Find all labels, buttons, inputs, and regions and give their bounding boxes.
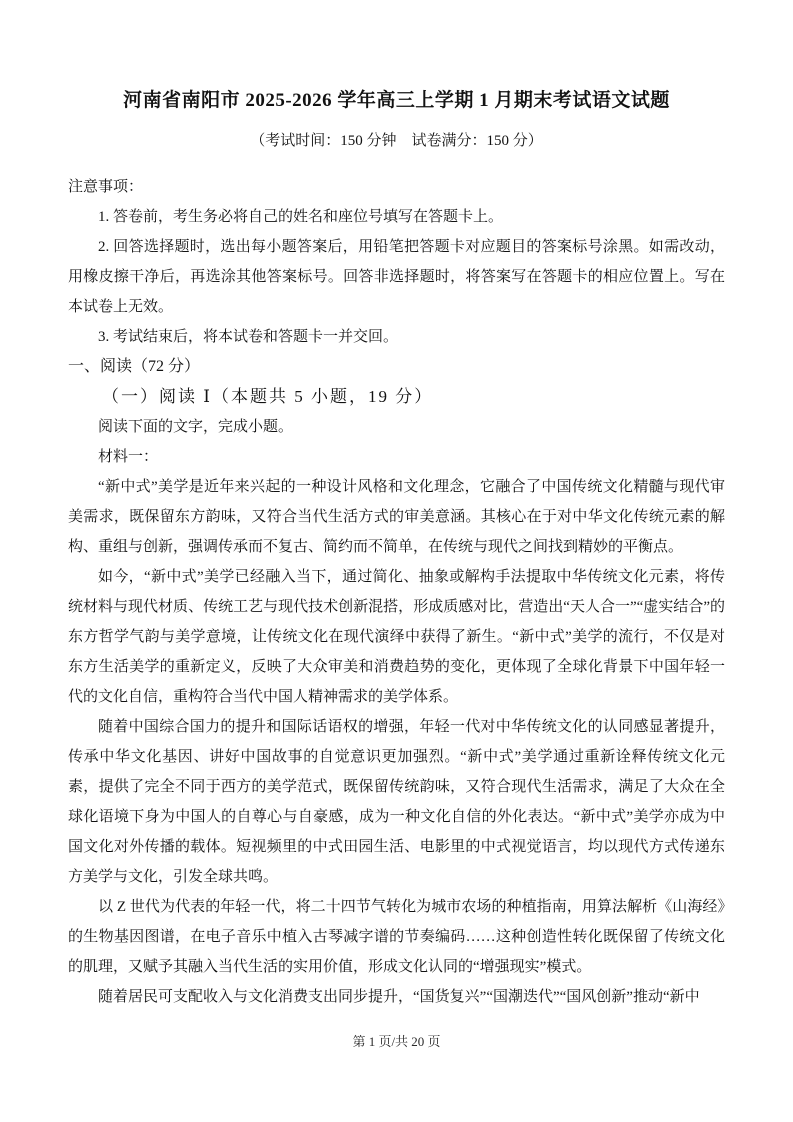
subsection-heading-reading-1: （一）阅读 Ⅰ（本题共 5 小题，19 分） <box>102 387 434 406</box>
material-paragraph-1: “新中式”美学是近年来兴起的一种设计风格和文化理念，它融合了中国传统文化精髓与现代审美需求，既保留东方韵味，又符合当代生活方式的审美意涵。其核心在于对中华文化传统元素的解构、重组与创新，强调传承而不复古、简约而不简单，在传统与现代之间找到精妙的平衡点。 <box>68 479 725 555</box>
exam-info-line: （考试时间：150 分钟 试卷满分：150 分） <box>250 133 543 149</box>
notice-heading: 注意事项： <box>68 179 144 195</box>
material-paragraph-5-truncated: 随着居民可支配收入与文化消费支出同步提升，“国货复兴”“国潮迭代”“国风创新”推动“新中 <box>98 989 700 1005</box>
reading-instruction: 阅读下面的文字，完成小题。 <box>98 419 294 435</box>
material-one-label: 材料一： <box>98 449 159 465</box>
material-paragraph-2: 如今，“新中式”美学已经融入当下，通过简化、抽象或解构手法提取中华传统文化元素，将传统材料与现代材质、传统工艺与现代技术创新混搭，形成质感对比，营造出“天人合一”“虚实结合”的东方哲学气韵与美学意境，让传统文化在现代演绎中获得了新生。“新中式”美学的流行，不仅是对东方生活美学的重新定义，反映了大众审美和消费趋势的变化，更体现了全球化背景下中国年轻一代的文化自信，重构符合当代中国人精神需求的美学体系。 <box>68 569 725 705</box>
notice-item-3: 3. 考试结束后，将本试卷和答题卡一并交回。 <box>98 329 399 345</box>
notice-item-1: 1. 答卷前，考生务必将自己的姓名和座位号填写在答题卡上。 <box>98 209 504 225</box>
material-paragraph-3: 随着中国综合国力的提升和国际话语权的增强，年轻一代对中华传统文化的认同感显著提升，传承中华文化基因、讲好中国故事的自觉意识更加强烈。“新中式”美学通过重新诠释传统文化元素，提供了完全不同于西方的美学范式，既保留传统韵味，又符合现代生活需求，满足了大众在全球化语境下身为中国人的自尊心与自豪感，成为一种文化自信的外化表达。“新中式”美学亦成为中国文化对外传播的载体。短视频里的中式田园生活、电影里的中式视觉语言，均以现代方式传递东方美学与文化，引发全球共鸣。 <box>68 719 725 885</box>
page-title: 河南省南阳市 2025-2026 学年高三上学期 1 月期末考试语文试题 <box>123 90 670 111</box>
notice-item-2: 2. 回答选择题时，选出每小题答案后，用铅笔把答题卡对应题目的答案标号涂黑。如需改动，用橡皮擦干净后，再选涂其他答案标号。回答非选择题时，将答案写在答题卡的相应位置上。写在本试卷上无效。 <box>68 239 725 315</box>
material-paragraph-4: 以 Z 世代为代表的年轻一代，将二十四节气转化为城市农场的种植指南，用算法解析《山海经》的生物基因图谱，在电子音乐中植入古琴减字谱的节奏编码……这种创造性转化既保留了传统文化的肌理，又赋予其融入当代生活的实用价值，形成文化认同的“增强现实”模式。 <box>68 899 725 975</box>
section-heading-reading: 一、阅读（72 分） <box>68 358 201 375</box>
page-number-indicator: 第 1 页/共 20 页 <box>352 1034 441 1049</box>
